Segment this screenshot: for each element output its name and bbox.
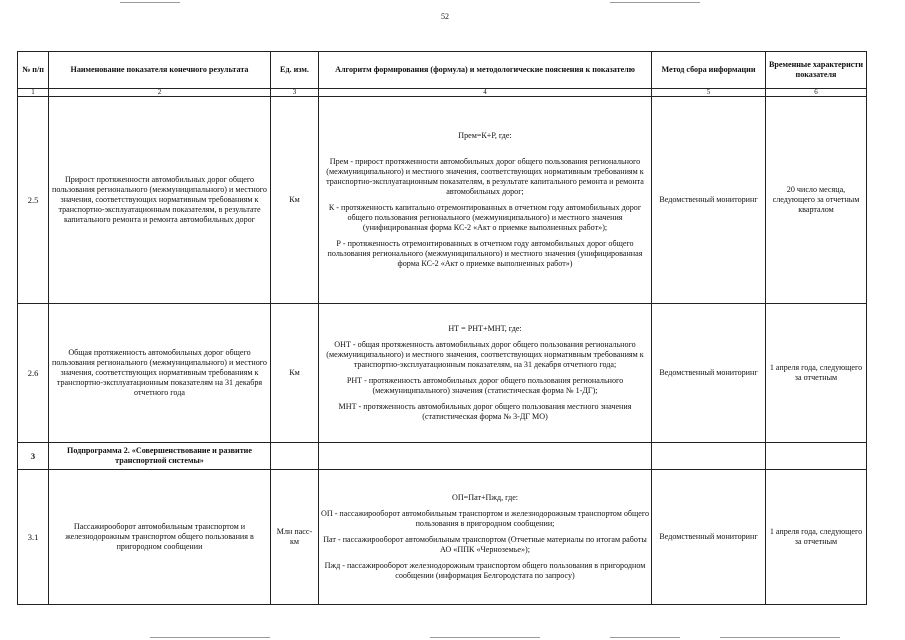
timing: 20 число месяца, следующего за отчетным кварталом [766, 97, 867, 304]
timing: 1 апреля года, следующего за отчетным [766, 470, 867, 605]
formula: НТ = РНТ+МНТ, где: [448, 324, 522, 333]
unit: Км [271, 97, 319, 304]
column-numbers-row [18, 89, 867, 97]
table-row [18, 470, 867, 605]
scan-mark [610, 637, 680, 638]
algorithm-cell [319, 470, 652, 605]
row-number: 3 [18, 443, 49, 470]
collection-method: Ведомственный мониторинг [652, 97, 766, 304]
scan-mark [150, 637, 270, 638]
header-unit: Ед. изм. [271, 52, 319, 89]
empty-cell [271, 443, 319, 470]
explanation: Пжд - пассажирооборот железнодорожным транспортом общего пользования в пригородном сообщении (информация Белгородстата по запросу) [324, 561, 646, 580]
column-number: 6 [766, 89, 867, 97]
page-number: 52 [441, 12, 449, 21]
collection-method: Ведомственный мониторинг [652, 470, 766, 605]
explanation: ОП - пассажирооборот автомобильным транспортом и железнодорожным транспортом общего пользования в пригородном сообщении; [321, 509, 650, 528]
empty-cell [652, 443, 766, 470]
scan-mark [120, 2, 180, 3]
header-timing: Временные характеристи показателя [766, 52, 867, 89]
table-header-row [18, 52, 867, 89]
header-number: № п/п [18, 52, 49, 89]
header-indicator-name: Наименование показателя конечного результата [49, 52, 271, 89]
row-number: 2.5 [18, 97, 49, 304]
column-number: 4 [319, 89, 652, 97]
column-number: 2 [49, 89, 271, 97]
algorithm-cell [319, 97, 652, 304]
indicator-name: Общая протяженность автомобильных дорог общего пользования регионального (межмуниципального) и местного значения, соответствующих нормативным требованиям к транспортно-эксплуатационным показателям на 31 декабря отчетного года [49, 304, 271, 443]
collection-method: Ведомственный мониторинг [652, 304, 766, 443]
formula: ОП=Пат+Пжд, где: [451, 493, 519, 502]
explanation: МНТ - протяженность автомобильных дорог общего пользования местного значения (статистическая форма № 3-ДГ МО) [338, 402, 632, 421]
column-number: 1 [18, 89, 49, 97]
explanation: ОНТ - общая протяженность автомобильных дорог общего пользования регионального (межмуниципального) и местного значения, соответствующих нормативным требованиям к транспортно-эксплуатационным показателям, на 31 декабря отчетного года; [326, 340, 644, 369]
table-row [18, 97, 867, 304]
row-number: 3.1 [18, 470, 49, 605]
empty-cell [766, 443, 867, 470]
row-number: 2.6 [18, 304, 49, 443]
table-row [18, 304, 867, 443]
scan-mark [720, 637, 840, 638]
header-collection-method: Метод сбора информации [652, 52, 766, 89]
indicator-table [17, 51, 867, 605]
header-algorithm: Алгоритм формирования (формула) и методологические пояснения к показателю [319, 52, 652, 89]
indicator-name: Прирост протяженности автомобильных дорог общего пользования регионального (межмуниципального) и местного значения, соответствующих нормативным требованиям к транспортно-эксплуатационным показателям, в результате капитального ремонта и ремонта автомобильных дорог [49, 97, 271, 304]
column-number: 5 [652, 89, 766, 97]
table-row-subprogram [18, 443, 867, 470]
column-number: 3 [271, 89, 319, 97]
explanation: Р - протяженность отремонтированных в отчетном году автомобильных дорог общего пользования регионального (межмуниципального) и местного значения (унифицированная форма КС-2 «Акт о приемке выполненных работ») [327, 239, 643, 268]
indicator-name: Пассажирооборот автомобильным транспортом и железнодорожным транспортом общего пользования в пригородном сообщении [49, 470, 271, 605]
unit: Км [271, 304, 319, 443]
scan-mark [430, 637, 540, 638]
explanation: РНТ - протяженность автомобильных дорог общего пользования регионального (межмуниципального) значения (статистическая форма № 1-ДГ); [346, 376, 624, 395]
formula: Прем=К+Р, где: [458, 131, 512, 140]
explanation: Пат - пассажирооборот автомобильным транспортом (Отчетные материалы по итогам работы АО «ППК «Черноземье»); [323, 535, 647, 554]
algorithm-cell [319, 304, 652, 443]
subprogram-title: Подпрограмма 2. «Совершенствование и развитие транспортной системы» [49, 443, 271, 470]
timing: 1 апреля года, следующего за отчетным [766, 304, 867, 443]
scan-mark [610, 2, 700, 3]
unit: Млн пасс-км [271, 470, 319, 605]
empty-cell [319, 443, 652, 470]
explanation: К - протяженность капитально отремонтированных в отчетном году автомобильных дорог общего пользования регионального (межмуниципального) и местного значения (унифицированная форма КС-2 «Акт о приемке выполненных работ»); [328, 203, 642, 232]
explanation: Прем - прирост протяженности автомобильных дорог общего пользования регионального (межмуниципального) и местного значения, соответствующих нормативным требованиям к транспортно-эксплуатационным показателям, в результате капитального ремонта и ремонта автомобильных дорог; [326, 157, 644, 196]
